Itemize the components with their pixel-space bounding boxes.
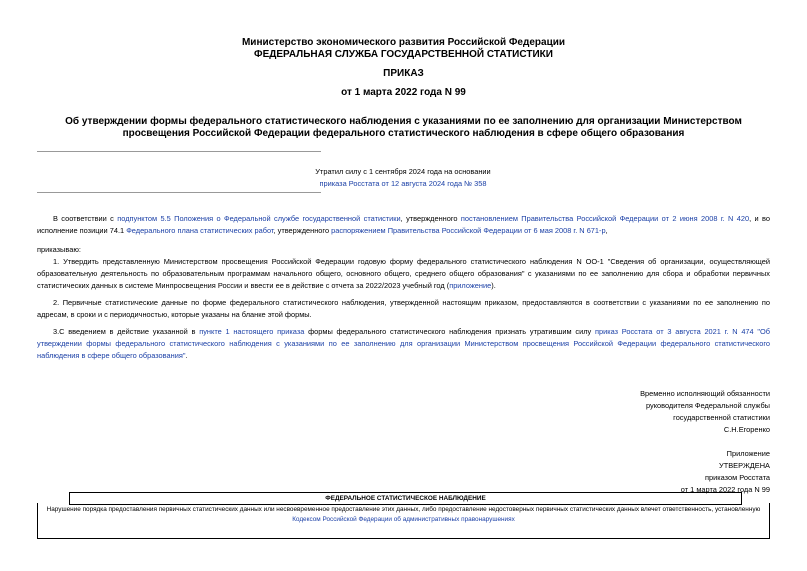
liability-notice-box	[37, 503, 770, 539]
item-1-text: ).	[491, 281, 496, 290]
item-1-text: 1. Утвердить представленную Министерством просвещения Российской Федерации годовую форму федерального статистического наблюдения N ОО-1 "Сведения об организации, осуществляющей образовательную деятельность по образовательным программам начального общего, основного общего, среднего общего образования" с указаниями по ее заполнению для сбора и обработки первичных статистических данных в системе Минпросвещения России и ввести ее в действие с отчета за 2022/2023 учебный год (	[37, 257, 770, 290]
signature-block	[550, 388, 770, 436]
divider-top	[37, 151, 321, 152]
divider-bottom	[37, 192, 321, 193]
item-3-text: 3.С введением в действие указанной в	[53, 327, 200, 336]
service-name: ФЕДЕРАЛЬНАЯ СЛУЖБА ГОСУДАРСТВЕННОЙ СТАТИСТИКИ	[254, 49, 553, 60]
appendix-block	[550, 448, 770, 496]
appendix-line: от 1 марта 2022 года N 99	[680, 485, 770, 494]
link-revoked-order[interactable]: приказ Росстата от 3 августа 2021 г. N 474 "Об утверждении формы федерального статистического наблюдения с указаниями по ее заполнению для организации Министерством просвещения Российской Федерации федерального статистического наблюдения в сфере общего образования"	[37, 327, 771, 360]
link-regulation-clause[interactable]: подпунктом 5.5 Положения о Федеральной службе государственной статистики	[117, 214, 401, 223]
appendix-line: Приложение	[726, 449, 770, 458]
signatory-name: С.Н.Егоренко	[723, 425, 770, 434]
link-appendix[interactable]: приложение	[449, 281, 492, 290]
item-3-paragraph	[37, 326, 770, 362]
preamble-text: ,	[605, 226, 608, 235]
link-administrative-code[interactable]: Кодексом Российской Федерации об административных правонарушениях	[292, 516, 515, 523]
signature-line: Временно исполняющий обязанности	[640, 389, 770, 398]
item-1-paragraph	[37, 256, 770, 292]
lost-force-link[interactable]: приказа Росстата от 12 августа 2024 года № 358	[319, 179, 487, 188]
lost-force-text: Утратил силу с 1 сентября 2024 года на основании	[315, 167, 491, 176]
signature-line: руководителя Федеральной службы	[645, 401, 770, 410]
order-word: приказываю:	[37, 245, 81, 254]
appendix-line: УТВЕРЖДЕНА	[719, 461, 770, 470]
form-heading-box: ФЕДЕРАЛЬНОЕ СТАТИСТИЧЕСКОЕ НАБЛЮДЕНИЕ	[69, 492, 742, 505]
link-statistical-plan[interactable]: Федерального плана статистических работ	[126, 226, 274, 235]
preamble-text: , утвержденного	[273, 226, 332, 235]
liability-notice-text: Нарушение порядка предоставления первичных статистических данных или несвоевременное предоставление этих данных, либо предоставление недостоверных первичных статистических данных влечет ответственность, установленную	[46, 506, 761, 513]
document-title: Об утверждении формы федерального статистического наблюдения с указаниями по ее заполнению для организации Министерством просвещения Российской Федерации федерального статистического наблюдения в сфере общего образования	[65, 116, 742, 139]
preamble-text: В соответствии с	[53, 214, 118, 223]
signature-line: государственной статистики	[673, 413, 770, 422]
preamble-text: , утвержденного	[400, 214, 461, 223]
preamble-text: , и во исполнение позиции 74.1	[37, 214, 771, 235]
item-3-text: формы федерального статистического наблюдения признать утратившим силу	[304, 327, 595, 336]
item-3-text: .	[185, 351, 188, 360]
ministry-name: Министерство экономического развития Российской Федерации	[241, 37, 566, 48]
link-government-decree[interactable]: постановлением Правительства Российской Федерации от 2 июня 2008 г. N 420	[460, 214, 750, 223]
lost-force-note	[300, 166, 506, 190]
appendix-line: приказом Росстата	[705, 473, 770, 482]
document-type: ПРИКАЗ	[383, 68, 424, 79]
link-item-1[interactable]: пункте 1 настоящего приказа	[199, 327, 305, 336]
preamble-paragraph	[37, 213, 770, 237]
link-government-order[interactable]: распоряжением Правительства Российской Федерации от 6 мая 2008 г. N 671-р	[331, 226, 606, 235]
item-2-paragraph: 2. Первичные статистические данные по форме федерального статистического наблюдения, утвержденной настоящим приказом, предоставляются в соответствии с указаниями по ее заполнению по адресам, в сроки и с периодичностью, которые указаны на бланке этой формы.	[37, 298, 770, 319]
document-date-number: от 1 марта 2022 года N 99	[341, 87, 466, 98]
